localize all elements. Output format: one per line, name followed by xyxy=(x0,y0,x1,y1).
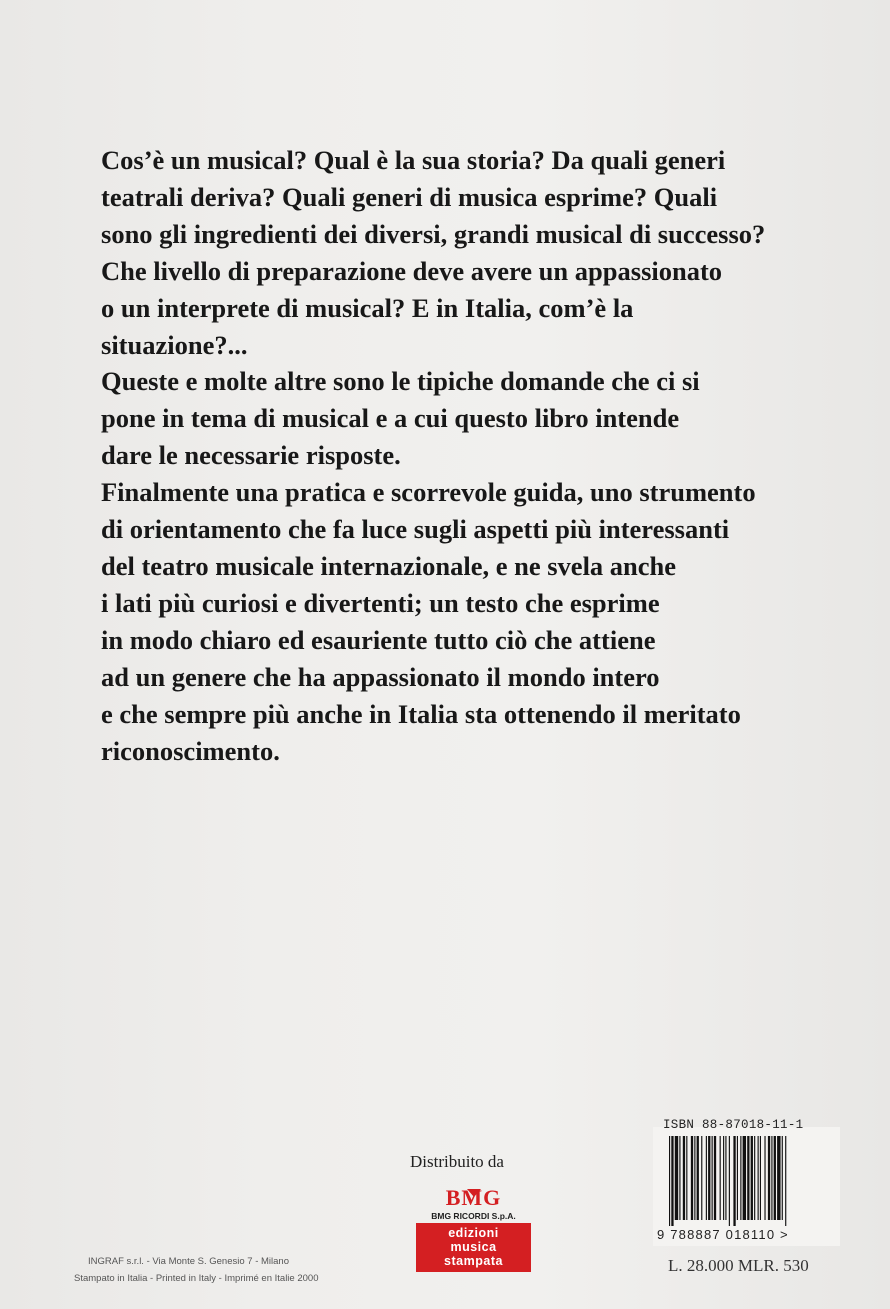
bmg-box-line: musica xyxy=(450,1240,497,1254)
blurb-line: teatrali deriva? Quali generi di musica esprime? Quali xyxy=(101,181,718,212)
blurb-line: Che livello di preparazione deve avere un appassionato xyxy=(101,255,723,286)
bmg-triangle-icon xyxy=(467,1189,481,1197)
blurb-line: situazione?... xyxy=(101,329,248,360)
blurb-line: di orientamento che fa luce sugli aspetti più interessanti xyxy=(101,514,730,545)
barcode-bar xyxy=(694,1136,695,1220)
barcode-bar xyxy=(708,1136,710,1220)
barcode-bars xyxy=(669,1136,832,1226)
barcode-bar xyxy=(691,1136,693,1220)
bmg-logo-box xyxy=(416,1223,531,1272)
bmg-box-line: edizioni xyxy=(448,1226,499,1240)
barcode-bar xyxy=(701,1136,702,1220)
barcode-bar xyxy=(720,1136,721,1220)
barcode-bar xyxy=(671,1136,673,1226)
blurb-line: Cos’è un musical? Qual è la sua storia? Da quali generi xyxy=(101,145,726,175)
blurb-line: Finalmente una pratica e scorrevole guida, uno strumento xyxy=(101,477,756,508)
printer-info xyxy=(74,1253,319,1287)
barcode-bar xyxy=(747,1136,749,1220)
barcode-bar xyxy=(669,1136,670,1226)
blurb-line: o un interprete di musical? E in Italia, com’è la xyxy=(101,292,634,323)
barcode-bar xyxy=(760,1136,761,1220)
barcode-bar xyxy=(743,1136,746,1220)
printer-line: INGRAF s.r.l. - Via Monte S. Genesio 7 - Milano xyxy=(88,1256,289,1267)
blurb-line: sono gli ingredienti dei diversi, grandi musical di successo? xyxy=(101,218,766,249)
barcode-bar xyxy=(697,1136,699,1220)
barcode-bar xyxy=(675,1136,678,1220)
barcode-bar xyxy=(764,1136,765,1220)
barcode-bar xyxy=(725,1136,726,1220)
printer-line: Stampato in Italia - Printed in Italy - Imprimé en Italie 2000 xyxy=(74,1273,319,1284)
barcode-bar xyxy=(751,1136,753,1220)
barcode-bar xyxy=(782,1136,783,1220)
bmg-logo-word: BMG xyxy=(445,1185,502,1210)
blurb-line: i lati più curiosi e divertenti; un testo che esprime xyxy=(101,587,660,618)
blurb-line: Queste e molte altre sono le tipiche domande che ci si xyxy=(101,366,700,397)
barcode-bar xyxy=(712,1136,713,1220)
blurb-line: e che sempre più anche in Italia sta ottenendo il meritato xyxy=(101,698,741,729)
barcode-bar xyxy=(754,1136,755,1220)
isbn-text: ISBN 88-87018-11-1 xyxy=(663,1118,804,1132)
blurb-line: pone in tema di musical e a cui questo libro intende xyxy=(101,403,680,434)
blurb-line: dare le necessarie risposte. xyxy=(101,440,401,471)
barcode-bar xyxy=(758,1136,759,1220)
barcode-bar xyxy=(774,1136,776,1220)
price-text: L. 28.000 MLR. 530 xyxy=(668,1256,809,1275)
barcode-bar xyxy=(679,1136,680,1220)
barcode-digits: 9 788887 018110 > xyxy=(657,1227,789,1242)
blurb-line: in modo chiaro ed esauriente tutto ciò che attiene xyxy=(101,624,656,655)
barcode-bar xyxy=(729,1136,730,1226)
bmg-logo-subtitle: BMG RICORDI S.p.A. xyxy=(431,1211,516,1221)
blurb-text xyxy=(101,142,861,769)
blurb-line: ad un genere che ha appassionato il mondo intero xyxy=(101,661,660,692)
distributor-label: Distribuito da xyxy=(410,1152,504,1171)
barcode-bar xyxy=(777,1136,780,1220)
barcode-bar xyxy=(683,1136,685,1220)
barcode-bar xyxy=(686,1136,687,1220)
barcode-bar xyxy=(714,1136,716,1220)
barcode-bar xyxy=(706,1136,707,1220)
barcode-bar xyxy=(740,1136,741,1220)
barcode-bar xyxy=(737,1136,738,1220)
barcode-bar xyxy=(723,1136,724,1220)
barcode-bar xyxy=(771,1136,772,1220)
blurb-line: riconoscimento. xyxy=(101,735,280,766)
bmg-ricordi-logo xyxy=(416,1187,531,1301)
barcode-bar xyxy=(733,1136,735,1226)
blurb-line: del teatro musicale internazionale, e ne svela anche xyxy=(101,550,677,581)
barcode-bar xyxy=(768,1136,770,1220)
bmg-box-line: stampata xyxy=(444,1254,503,1268)
barcode-bar xyxy=(785,1136,786,1226)
